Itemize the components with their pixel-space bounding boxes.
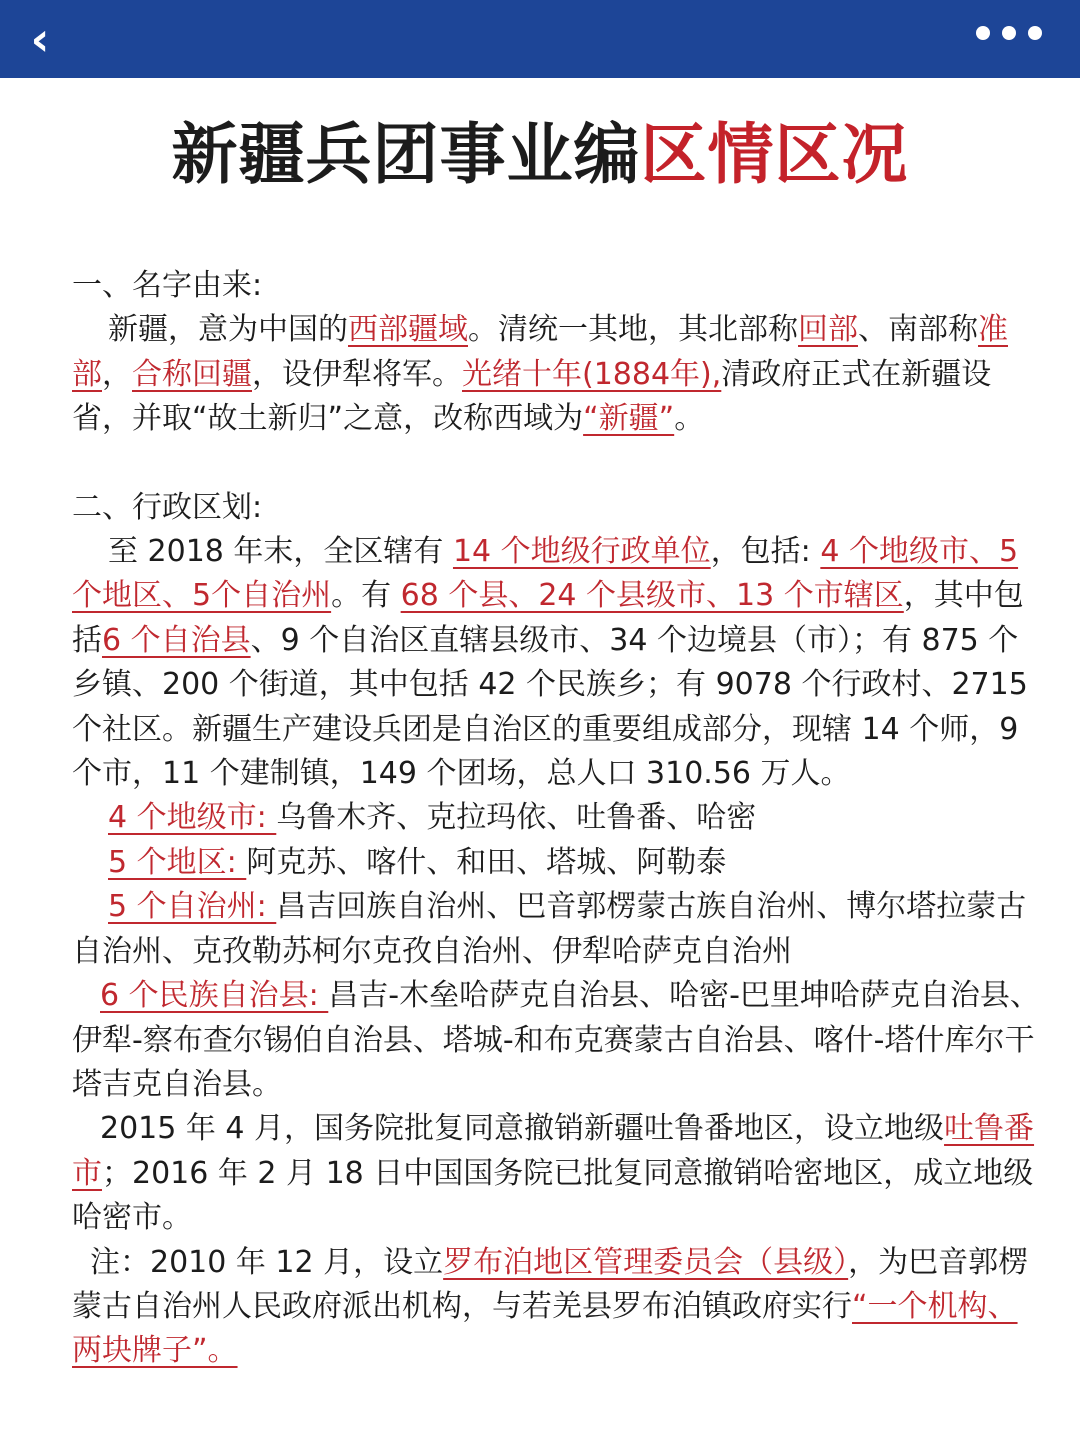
title-red: 区情区况: [640, 116, 909, 193]
spacer: [72, 442, 1042, 486]
paragraph-changes: 2015 年 4 月，国务院批复同意撤销新疆吐鲁番地区，设立地级吐鲁番市；2016 年 2 月 18 日中国国务院已批复同意撤销哈密地区，成立地级哈密市。: [72, 1111, 1035, 1236]
section-heading: 二、行政区划:: [72, 489, 263, 525]
dot: [1028, 26, 1042, 40]
list-prefecture-cities: 4 个地级市: 乌鲁木齐、克拉玛依、吐鲁番、哈密: [108, 800, 757, 836]
dot: [976, 26, 990, 40]
paragraph-admin-division: 至 2018 年末，全区辖有 14 个地级行政单位，包括: 4 个地级市、5 个地区、5个自治州。有 68 个县、24 个县级市、13 个市辖区，其中包括6 个自治县、9 个自治区直辖县级市、34 个边境县（市）；有 875 个乡镇、200 个街道，其中包括 42 个民族乡；有 9078 个行政村、2715 个社区。新疆生产建设兵团是自治区的重要组成部分，现辖 14 个师，9 个市，11 个建制镇，149 个团场，总人口 310.56 万人。: [72, 534, 1028, 792]
section-heading: 一、名字由来:: [72, 268, 263, 303]
title-black: 新疆兵团事业编: [171, 116, 641, 193]
chevron-left-icon[interactable]: ‹: [30, 12, 50, 66]
top-nav-bar: [0, 0, 1080, 78]
list-prefectures: 5 个地区: 阿克苏、喀什、和田、塔城、阿勒泰: [108, 844, 727, 880]
paragraph-note: 注：2010 年 12 月，设立罗布泊地区管理委员会（县级），为巴音郭楞蒙古自治州人民政府派出机构，与若羌县罗布泊镇政府实行“一个机构、两块牌子”。: [72, 1244, 1029, 1369]
article-body: [72, 264, 1042, 1374]
list-autonomous-counties: 6 个民族自治县: 昌吉-木垒哈萨克自治县、哈密-巴里坤哈萨克自治县、伊犁-察布查尔锡伯自治县、塔城-和布克赛蒙古自治县、喀什-塔什库尔干塔吉克自治县。: [72, 978, 1040, 1102]
dot: [1002, 26, 1016, 40]
list-autonomous-prefectures: 5 个自治州: 昌吉回族自治州、巴音郭楞蒙古族自治州、博尔塔拉蒙古自治州、克孜勒苏柯尔克孜自治州、伊犁哈萨克自治州: [72, 889, 1027, 969]
page-title: [0, 112, 1080, 198]
paragraph-name-origin: 新疆，意为中国的西部疆域。清统一其地，其北部称回部、南部称准部，合称回疆，设伊犁将军。光绪十年(1884年),清政府正式在新疆设省，并取“故土新归”之意，改称西域为“新疆”。: [72, 312, 1008, 437]
more-dots-icon[interactable]: [976, 26, 1042, 40]
